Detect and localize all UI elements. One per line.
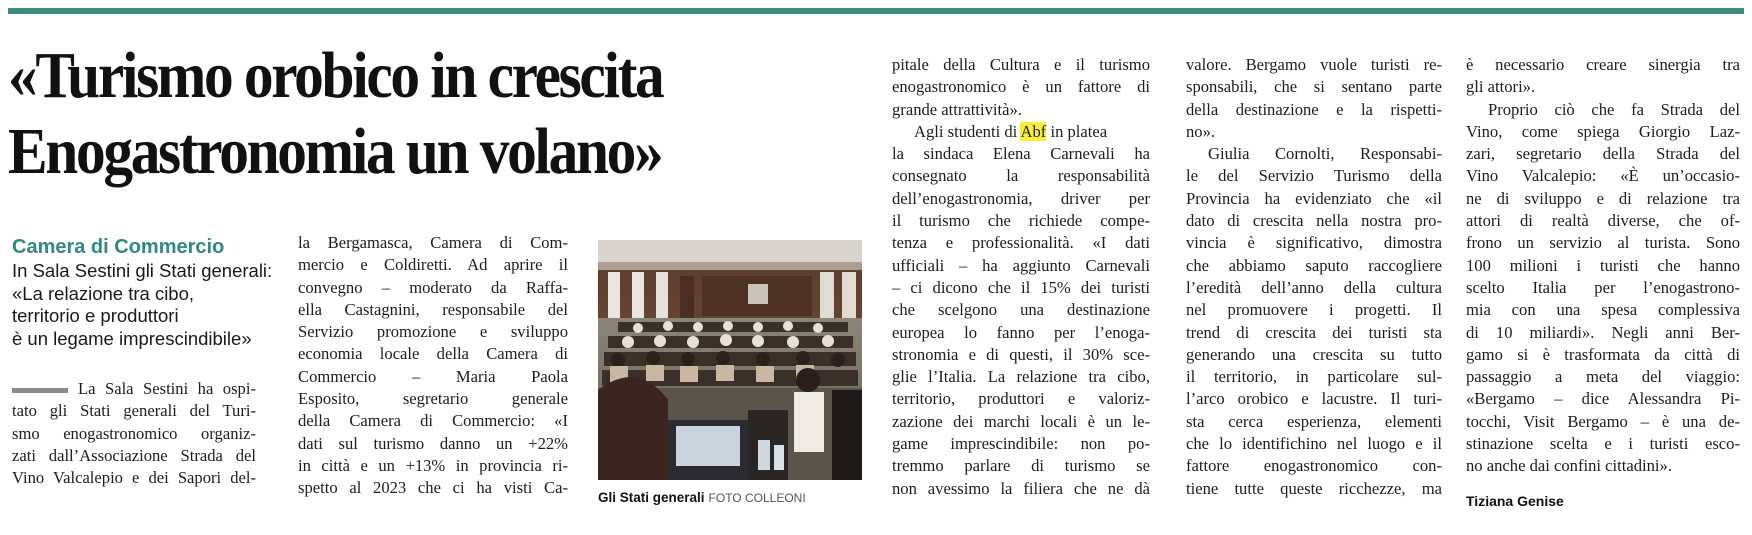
text-line: scelto Italia per l’enogastrono- bbox=[1466, 277, 1740, 297]
text-line: convegno – moderato da Raffa- bbox=[298, 277, 568, 297]
text-line: tocchi, Visit Bergamo – è una de- bbox=[1466, 411, 1740, 431]
subhead-line: è un legame imprescindibile» bbox=[12, 327, 252, 349]
text-line: è necessario creare sinergia tra bbox=[1466, 55, 1740, 74]
text-line: La Sala Sestini ha ospi- bbox=[12, 378, 256, 400]
text-line: glie l’Italia. La relazione tra cibo, bbox=[892, 367, 1150, 387]
text-line: spetto al 2023 che ci ha visti Ca- bbox=[298, 478, 568, 498]
text-line: ne di sviluppo e di relazione tra bbox=[1466, 188, 1740, 208]
text-line: tiene tutte queste ricchezze, ma bbox=[1186, 478, 1442, 498]
text-line: le del Servizio Turismo della bbox=[1186, 166, 1442, 186]
text-line: consegnato la responsabilità bbox=[892, 166, 1150, 186]
text-line: Giulia Cornolti, Responsabi- bbox=[1208, 144, 1442, 164]
text-line: grande attrattività». bbox=[892, 99, 1022, 119]
text-line: in città e un +13% in provincia ri- bbox=[298, 455, 568, 475]
text-line: passaggio a meta del viaggio: bbox=[1466, 367, 1740, 387]
text-line: Proprio ciò che fa Strada del bbox=[1488, 99, 1740, 119]
text-line: Vino, come spiega Giorgio Laz- bbox=[1466, 121, 1740, 141]
text-line: l’arco orobico e lacustre. Il turi- bbox=[1186, 389, 1442, 409]
photo-illustration bbox=[598, 240, 862, 480]
article-column-5 bbox=[1466, 54, 1740, 478]
text-line: nel promuovere i progetti. Il bbox=[1186, 300, 1442, 320]
text-line: della Camera di Commercio: «I bbox=[298, 411, 568, 431]
photo-credit: FOTO COLLEONI bbox=[708, 491, 806, 505]
text-line: Commercio – Maria Paola bbox=[298, 366, 568, 386]
text-line: mia con una spesa complessiva bbox=[1466, 300, 1740, 320]
text-line: 100 milioni i turisti che hanno bbox=[1466, 255, 1740, 275]
text-line: territorio, produttori e valoriz- bbox=[892, 389, 1150, 409]
text-line: che abbiamo saputo raccogliere bbox=[1186, 255, 1442, 275]
text-line: generando una crescita su tutto bbox=[1186, 344, 1442, 364]
text-line: frono un servizio al turista. Sono bbox=[1466, 233, 1740, 253]
text-line: tato gli Stati generali del Turi- bbox=[12, 401, 256, 421]
text-line: la sindaca Elena Carnevali ha bbox=[892, 144, 1150, 164]
text-line: zazione dei marchi locali è un le- bbox=[892, 411, 1150, 431]
text-line: Agli studenti di Abf in platea bbox=[914, 121, 1108, 141]
text-line: sponsabili, che si sentano parte bbox=[1186, 77, 1442, 97]
text-line: dell’enogastronomia, driver per bbox=[892, 188, 1150, 208]
text-line: vincia è significativo, dimostra bbox=[1186, 233, 1442, 253]
text-line: ufficiali – ha aggiunto Carnevali bbox=[892, 255, 1150, 275]
text-line: gli attori». bbox=[1466, 77, 1536, 97]
subheadline bbox=[12, 260, 274, 350]
text-line: stinazione scelta e i turisti esco- bbox=[1466, 434, 1740, 454]
text-line: enogastronomico è un fattore di bbox=[892, 77, 1150, 97]
text-line: attori di realtà diverse, che of- bbox=[1466, 211, 1740, 231]
text-line: tremmo parlare di turismo se bbox=[892, 456, 1150, 476]
lead-rule bbox=[12, 388, 68, 393]
text-line: sta cerca esperienza, elementi bbox=[1186, 411, 1442, 431]
text-line: Provincia ha evidenziato che «il bbox=[1186, 188, 1442, 208]
text-line: il territorio, in particolare sul- bbox=[1186, 367, 1442, 387]
author-byline: Tiziana Genise bbox=[1466, 493, 1564, 509]
text-line: «Bergamo – dice Alessandra Pi- bbox=[1466, 389, 1740, 409]
text-line: europea lo fanno per l’enoga- bbox=[892, 322, 1150, 342]
text-line: la Bergamasca, Camera di Com- bbox=[298, 233, 568, 252]
article-column-4 bbox=[1186, 54, 1442, 500]
text-line: zari, segretario della Strada del bbox=[1466, 144, 1740, 164]
headline-line-2: Enogastronomia un volano» bbox=[8, 115, 662, 188]
text-line: di 10 miliardi». Negli anni Ber- bbox=[1466, 322, 1740, 342]
photo-caption bbox=[598, 490, 806, 505]
text-line: tenza e professionalità. «I dati bbox=[892, 233, 1150, 253]
text-line: della destinazione e la rispetti- bbox=[1186, 99, 1442, 119]
text-line: game imprescindibile: non po- bbox=[892, 434, 1150, 454]
text-line: che lo identifichino nel luogo e il bbox=[1186, 434, 1442, 454]
caption-title: Gli Stati generali bbox=[598, 490, 705, 505]
text-line: economia locale della Camera di bbox=[298, 344, 568, 364]
text-line: mercio e Coldiretti. Ad aprire il bbox=[298, 255, 568, 275]
highlighted-word: Abf bbox=[1020, 121, 1047, 141]
text-line: stronomia e di questi, il 30% sce- bbox=[892, 344, 1150, 364]
text-line: ella Castagnini, responsabile del bbox=[298, 299, 568, 319]
text-line: fattore enogastronomico con- bbox=[1186, 456, 1442, 476]
text-line: no anche dai confini cittadini». bbox=[1466, 456, 1672, 476]
text-line: gamo si è trasformata da città di bbox=[1466, 344, 1740, 364]
conference-photo bbox=[598, 240, 862, 480]
subhead-line: «La relazione tra cibo, bbox=[12, 282, 195, 304]
text-line: dato di crescita nella nostra pro- bbox=[1186, 211, 1442, 231]
subhead-line: territorio e produttori bbox=[12, 305, 179, 326]
text-line: – ci dicono che il 15% dei turisti bbox=[892, 277, 1150, 297]
article-column-3 bbox=[892, 54, 1150, 500]
headline bbox=[8, 38, 764, 190]
article-column-2 bbox=[298, 232, 568, 500]
text-line: non avessimo la filiera che ne dà bbox=[892, 478, 1150, 498]
article-column-1 bbox=[12, 378, 256, 489]
headline-line-1: «Turismo orobico in crescita bbox=[8, 39, 663, 112]
text-line: che scelgono una destinazione bbox=[892, 300, 1150, 320]
section-kicker: Camera di Commercio bbox=[12, 236, 225, 258]
top-accent-bar bbox=[8, 8, 1744, 14]
text-line: smo enogastronomico organiz- bbox=[12, 423, 256, 443]
text-line: Vino Valcalepio e dei Sapori del- bbox=[12, 468, 256, 488]
text-line: no». bbox=[1186, 121, 1216, 141]
text-line: valore. Bergamo vuole turisti re- bbox=[1186, 55, 1442, 74]
text-line: dati sul turismo danno un +22% bbox=[298, 433, 568, 453]
text-line: il turismo che richiede compe- bbox=[892, 211, 1150, 231]
text-line: zati dall’Associazione Strada del bbox=[12, 445, 256, 465]
subhead-line: In Sala Sestini gli Stati generali: bbox=[12, 260, 273, 281]
text-line: Esposito, segretario generale bbox=[298, 389, 568, 409]
text-line: Servizio promozione e sviluppo bbox=[298, 322, 568, 342]
text-line: pitale della Cultura e il turismo bbox=[892, 55, 1150, 74]
text-line: l’eredità dell’anno della cultura bbox=[1186, 277, 1442, 297]
text-line: Vino Valcalepio: «È un’occasio- bbox=[1466, 166, 1740, 186]
text-line: trend di crescita dei turisti sta bbox=[1186, 322, 1442, 342]
